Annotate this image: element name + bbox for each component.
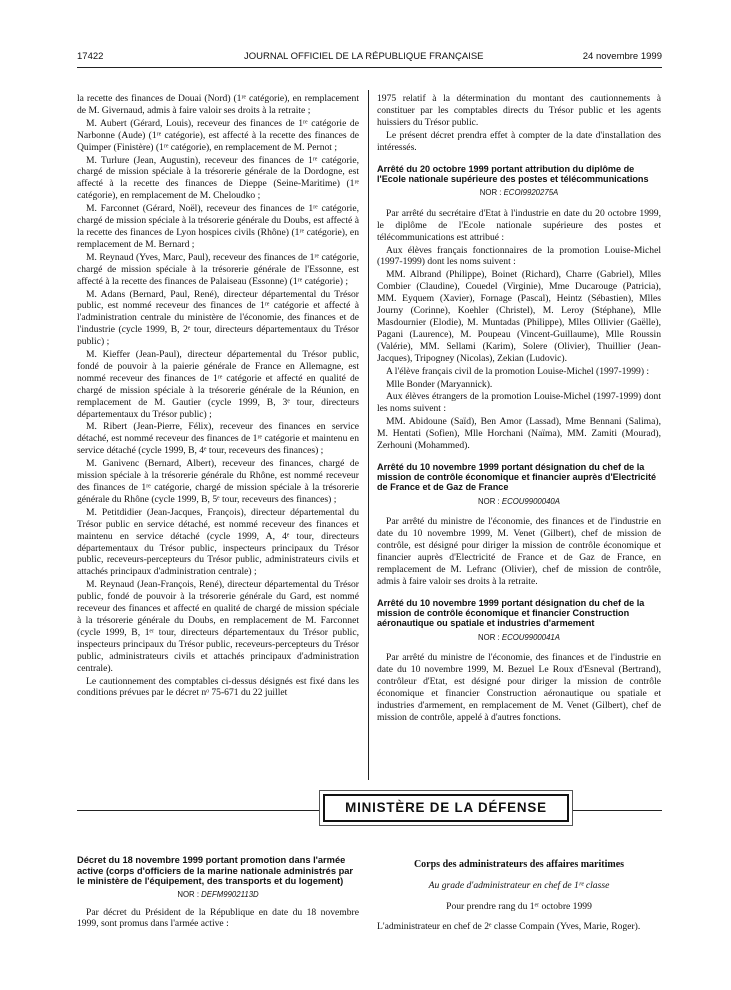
paragraph: M. Reynaud (Yves, Marc, Paul), receveur des finances de 1ʳᵉ catégorie, chargé de mission spéciale à la trésorerie générale de l'Essonne, est affecté à la recette des finances de Palaiseau (Essonne) (1ʳᵉ catégorie) ; [77,251,359,287]
nor-reference: NOR : ECOI9920275A [479,187,559,197]
paragraph: M. Petitdidier (Jean-Jacques, François), directeur départemental du Trésor public en service détaché, est nommé receveur des finances et maintenu en service détaché (cycle 1999, A, 4ᵉ tour, directeurs départementaux du Trésor public, inspecteurs principaux du Trésor public, receveurs-percepteurs du Trésor public, administrateurs civils et attachés principaux d'administration centrale) ; [77,506,359,578]
arrete-title: Arrêté du 20 octobre 1999 portant attribution du diplôme de l'Ecole nationale supérieure des postes et télécommunications [377,163,649,184]
promotion-column [377,859,661,933]
paragraph: la recette des finances de Douai (Nord) (1ʳᵉ catégorie), en remplacement de M. Givernaud, admis à faire valoir ses droits à la retraite ; [77,93,359,116]
issue-date: 24 novembre 1999 [582,51,662,62]
paragraph: Aux élèves étrangers de la promotion Louise-Michel (1997-1999) dont les noms suivent : [377,391,661,415]
decree-column [77,855,359,930]
corps-title: Corps des administrateurs des affaires maritimes [413,859,625,870]
paragraph: M. Aubert (Gérard, Louis), receveur des finances de 1ʳᵉ catégorie de Narbonne (Aude) (1ʳᵉ catégorie), est affecté à la recette des finances de Quimper (Finistère) (1ʳᵉ catégorie), en remplacement de M. Pernot ; [77,117,359,153]
paragraph: Aux élèves français fonctionnaires de la promotion Louise-Michel (1997-1999) dont les noms suivent : [377,244,661,268]
paragraph: Par arrêté du secrétaire d'Etat à l'industrie en date du 20 octobre 1999, le diplôme de l'Ecole nationale supérieure des postes et télécommunications est attribué : [377,207,661,243]
paragraph: A l'élève français civil de la promotion Louise-Michel (1997-1999) : [386,365,650,377]
paragraph: Par arrêté du ministre de l'économie, des finances et de l'industrie en date du 10 novembre 1999, M. Venet (Gilbert), chef de mission de contrôle, est désigné pour diriger la mission de contrôle économique et financier auprès d'Electricité de France et de Gaz de France, en remplacement de M. Lefranc (Olivier), chef de mission de contrôle, admis à faire valoir ses droits à la retraite. [377,516,661,588]
paragraph: M. Adans (Bernard, Paul, René), directeur départemental du Trésor public, est nommé receveur des finances de 1ʳᵉ catégorie et affecté à l'administration centrale du ministère de l'économie, des finances et de l'industrie (cycle 1999, B, 2ᵉ tour, directeurs départementaux du Trésor public) ; [77,288,359,348]
rank-date: Pour prendre rang du 1ᵉʳ octobre 1999 [446,900,592,912]
arrete-title: Arrêté du 10 novembre 1999 portant désignation du chef de la mission de contrôle économique et financier Construction aéronautique ou spatiale et industries d'armement [377,597,645,629]
paragraph: Le cautionnement des comptables ci-dessus désignés est fixé dans les conditions prévues par le décret nᵒ 75-671 du 22 juillet [77,675,359,699]
paragraph: MM. Abidoune (Saïd), Ben Amor (Lassad), Mme Bennani (Salima), M. Hentati (Sofien), Mlle Horchani (Naïma), MM. Zamiti (Mourad), Zerhouni (Mohammed). [377,416,661,452]
page-number: 17422 [77,51,104,62]
nor-reference: NOR : DEFM9902113D [177,889,259,899]
nor-reference: NOR : ECOU9900040A [478,496,560,506]
right-column [377,93,661,725]
promotee: L'administrateur en chef de 2ᵉ classe Compain (Yves, Marie, Roger). [377,920,641,932]
paragraph: Mlle Bonder (Maryannick). [386,378,493,390]
paragraph: Par arrêté du ministre de l'économie, des finances et de l'industrie en date du 10 novembre 1999, M. Bezuel Le Roux d'Esneval (Bertrand), contrôleur d'Etat, est désigné pour diriger la mission de contrôle économique et financier Construction aéronautique ou spatiale et industries d'armement, en remplacement de M. Venet (Gilbert), chef de mission de contrôle, appelé à d'autres fonctions. [377,652,661,723]
header-rule [77,67,662,68]
paragraph: 1975 relatif à la détermination du montant des cautionnements à constituer par les comptables directs du Trésor public et les agents huissiers du Trésor public. [377,93,661,128]
paragraph: Par décret du Président de la République en date du 18 novembre 1999, sont promus dans l'armée active : [77,906,359,930]
left-column [77,93,359,700]
banner-rule-left [77,810,319,811]
paragraph: M. Reynaud (Jean-François, René), directeur départemental du Trésor public, fondé de pouvoir à la trésorerie générale du Gard, est nommé receveur des finances et affecté en qualité de chargé de mission spéciale à la trésorerie générale du Doubs, en remplacement de M. Farconnet (cycle 1999, B, 1ᵉʳ tour, directeurs départementaux du Trésor public, inspecteurs principaux du Trésor public, receveurs-percepteurs du Trésor public, administrateurs civils et attachés principaux d'administration centrale). [77,579,359,674]
paragraph: M. Ganivenc (Bernard, Albert), receveur des finances, chargé de mission spéciale à la trésorerie générale du Rhône, est nommé receveur des finances de 1ʳᵉ catégorie, chargé de mission spéciale à la trésorerie générale du Rhône (cycle 1999, B, 5ᵉ tour, receveurs des finances) ; [77,458,359,505]
paragraph: MM. Albrand (Philippe), Boinet (Richard), Charre (Gabriel), Mlles Combier (Claudine), Couedel (Virginie), Mme Ducarouge (Patricia), MM. Eyquem (Xavier), Fornage (Pascal), Heintz (Sébastien), Mlles Journy (Corinne), Koehler (Christel), M. Leroy (Stéphane), Mlle Masdournier (Elodie), M. Muntadas (Philippe), Mlles Ollivier (Gaëlle), Pagani (Laurence), M. Poupeau (Vincent-Guillaume), Mlle Roussin (Valérie), MM. Sellami (Karim), Solere (Olivier), Thuillier (Jean-Jacques), Tripogney (Nicolas), Zekian (Ludovic). [377,269,661,364]
ministry-banner [77,793,662,829]
journal-title: JOURNAL OFFICIEL DE LA RÉPUBLIQUE FRANÇAISE [244,51,484,62]
grade-heading: Au grade d'administrateur en chef de 1ʳᵉ classe [428,879,610,891]
page-header [77,51,662,65]
paragraph: M. Kieffer (Jean-Paul), directeur départemental du Trésor public, fondé de pouvoir à la paierie générale de France en Allemagne, est nommé receveur des finances de 1ʳᵉ catégorie et affecté en qualité de chargé de mission spéciale à la trésorerie générale de la Réunion, en remplacement de M. Gautier (cycle 1999, B, 3ᵉ tour, directeurs départementaux du Trésor public) ; [77,349,359,420]
paragraph: M. Turlure (Jean, Augustin), receveur des finances de 1ʳᵉ catégorie, chargé de mission spéciale à la trésorerie générale de la Dordogne, est affecté à la recette des finances de Dieppe (Seine-Maritime) (1ʳᵉ catégorie), en remplacement de M. Cheloudko ; [77,154,359,202]
decree-title: Décret du 18 novembre 1999 portant promotion dans l'armée active (corps d'officiers de la marine nationale administrés par le ministère de l'équipement, des transports et du logement) [77,855,354,886]
arrete-title: Arrêté du 10 novembre 1999 portant désignation du chef de la mission de contrôle économique et financier auprès d'Electricité de France et de Gaz de France [377,461,657,493]
nor-reference: NOR : ECOU9900041A [478,632,560,642]
paragraph: M. Farconnet (Gérard, Noël), receveur des finances de 1ʳᵉ catégorie, chargé de mission spéciale à la trésorerie générale du Doubs, est affecté à la recette des finances de Lyon hospices civils (Rhône) (1ʳᵉ catégorie), en remplacement de M. Bernard ; [77,203,359,250]
banner-rule-right [573,810,662,811]
column-divider [368,90,369,780]
ministry-title: MINISTÈRE DE LA DÉFENSE [323,794,569,822]
paragraph: Le présent décret prendra effet à compter de la date d'installation des intéressés. [377,129,661,153]
paragraph: M. Ribert (Jean-Pierre, Félix), receveur des finances en service détaché, est nommé receveur des finances de 1ʳᵉ catégorie et maintenu en service détaché (cycle 1999, B, 4ᵉ tour, receveurs des finances) ; [77,421,359,457]
